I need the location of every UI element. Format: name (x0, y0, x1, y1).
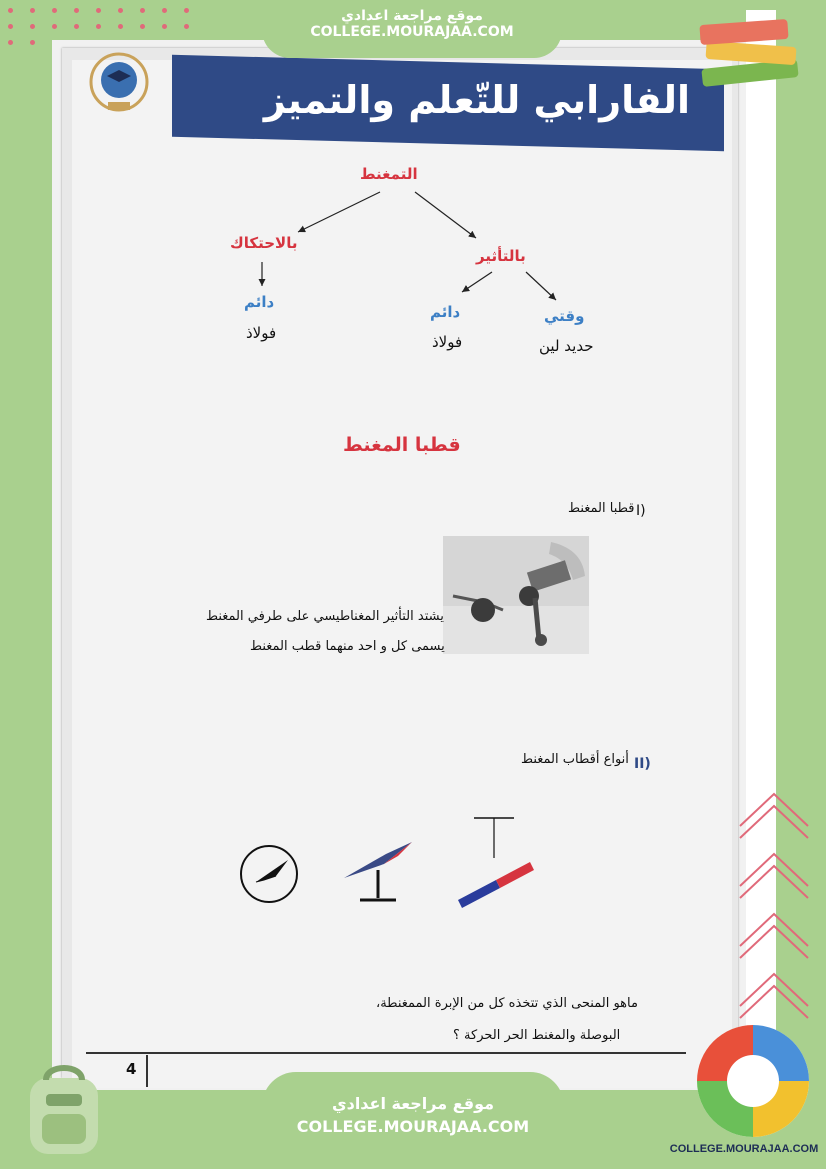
part1-line1: يشتد التأثير المغناطيسي على طرفي المغنط (206, 609, 444, 624)
site-banner-top (262, 0, 562, 58)
arrow-root-left (298, 192, 380, 232)
site-banner-bottom (262, 1072, 564, 1169)
arrow-right-mid (462, 272, 492, 292)
books-icon (696, 12, 806, 92)
site-circle-logo-icon (694, 1022, 812, 1140)
question-line2: البوصلة والمغنط الحر الحركة ؟ (453, 1028, 621, 1043)
tree-left-branch: بالاحتكاك (230, 234, 298, 252)
compass-icon (241, 846, 297, 902)
tree-right-branch: بالتأثير (476, 247, 526, 265)
site-banner-bottom-line2: COLLEGE.MOURAJAA.COM (296, 1117, 530, 1136)
tree-mid-leaf-label: دائم (430, 303, 461, 321)
header-title: الفارابي للتّعلم والتميز (263, 78, 690, 122)
part2-title: أنواع أقطاب المغنط (521, 752, 629, 767)
part2-number: II) (634, 756, 651, 772)
section-title: قطبا المغنط (343, 434, 461, 456)
arrow-root-right (415, 192, 476, 238)
site-banner-top-line2: COLLEGE.MOURAJAA.COM (310, 24, 514, 40)
footer-rule (86, 1052, 686, 1054)
page-number: 4 (126, 1060, 137, 1078)
suspended-magnet-icon (458, 818, 534, 908)
part1-title: قطبا المغنط (568, 501, 635, 516)
corner-logo-text: COLLEGE.MOURAJAA.COM (669, 1143, 819, 1155)
backpack-icon (16, 1058, 112, 1158)
tree-left-leaf-label: دائم (244, 293, 275, 311)
part1-number: I) (636, 503, 646, 519)
part1-line2: يسمى كل و احد منهما قطب المغنط (250, 639, 445, 654)
tree-right-leaf-label: وقتي (544, 307, 585, 325)
magnet-filings-photo (443, 536, 589, 654)
tree-left-leaf-material: فولاذ (246, 324, 277, 342)
pivoted-needle-icon (344, 842, 412, 900)
tree-mid-leaf-material: فولاذ (432, 333, 463, 351)
tree-root: التمغنط (360, 165, 418, 183)
arrow-right-right (526, 272, 556, 300)
question-line1: ماهو المنحى الذي تتخذه كل من الإبرة الممغنطة، (376, 996, 638, 1011)
magnet-types-illustrations (236, 810, 546, 920)
page-number-divider (146, 1055, 148, 1087)
site-banner-top-line1: موقع مراجعة اعدادي (341, 8, 483, 24)
site-banner-bottom-line1: موقع مراجعة اعدادي (331, 1094, 495, 1113)
tree-right-leaf-material: حديد لين (539, 337, 594, 355)
chevron-decoration-icon (734, 790, 814, 1030)
